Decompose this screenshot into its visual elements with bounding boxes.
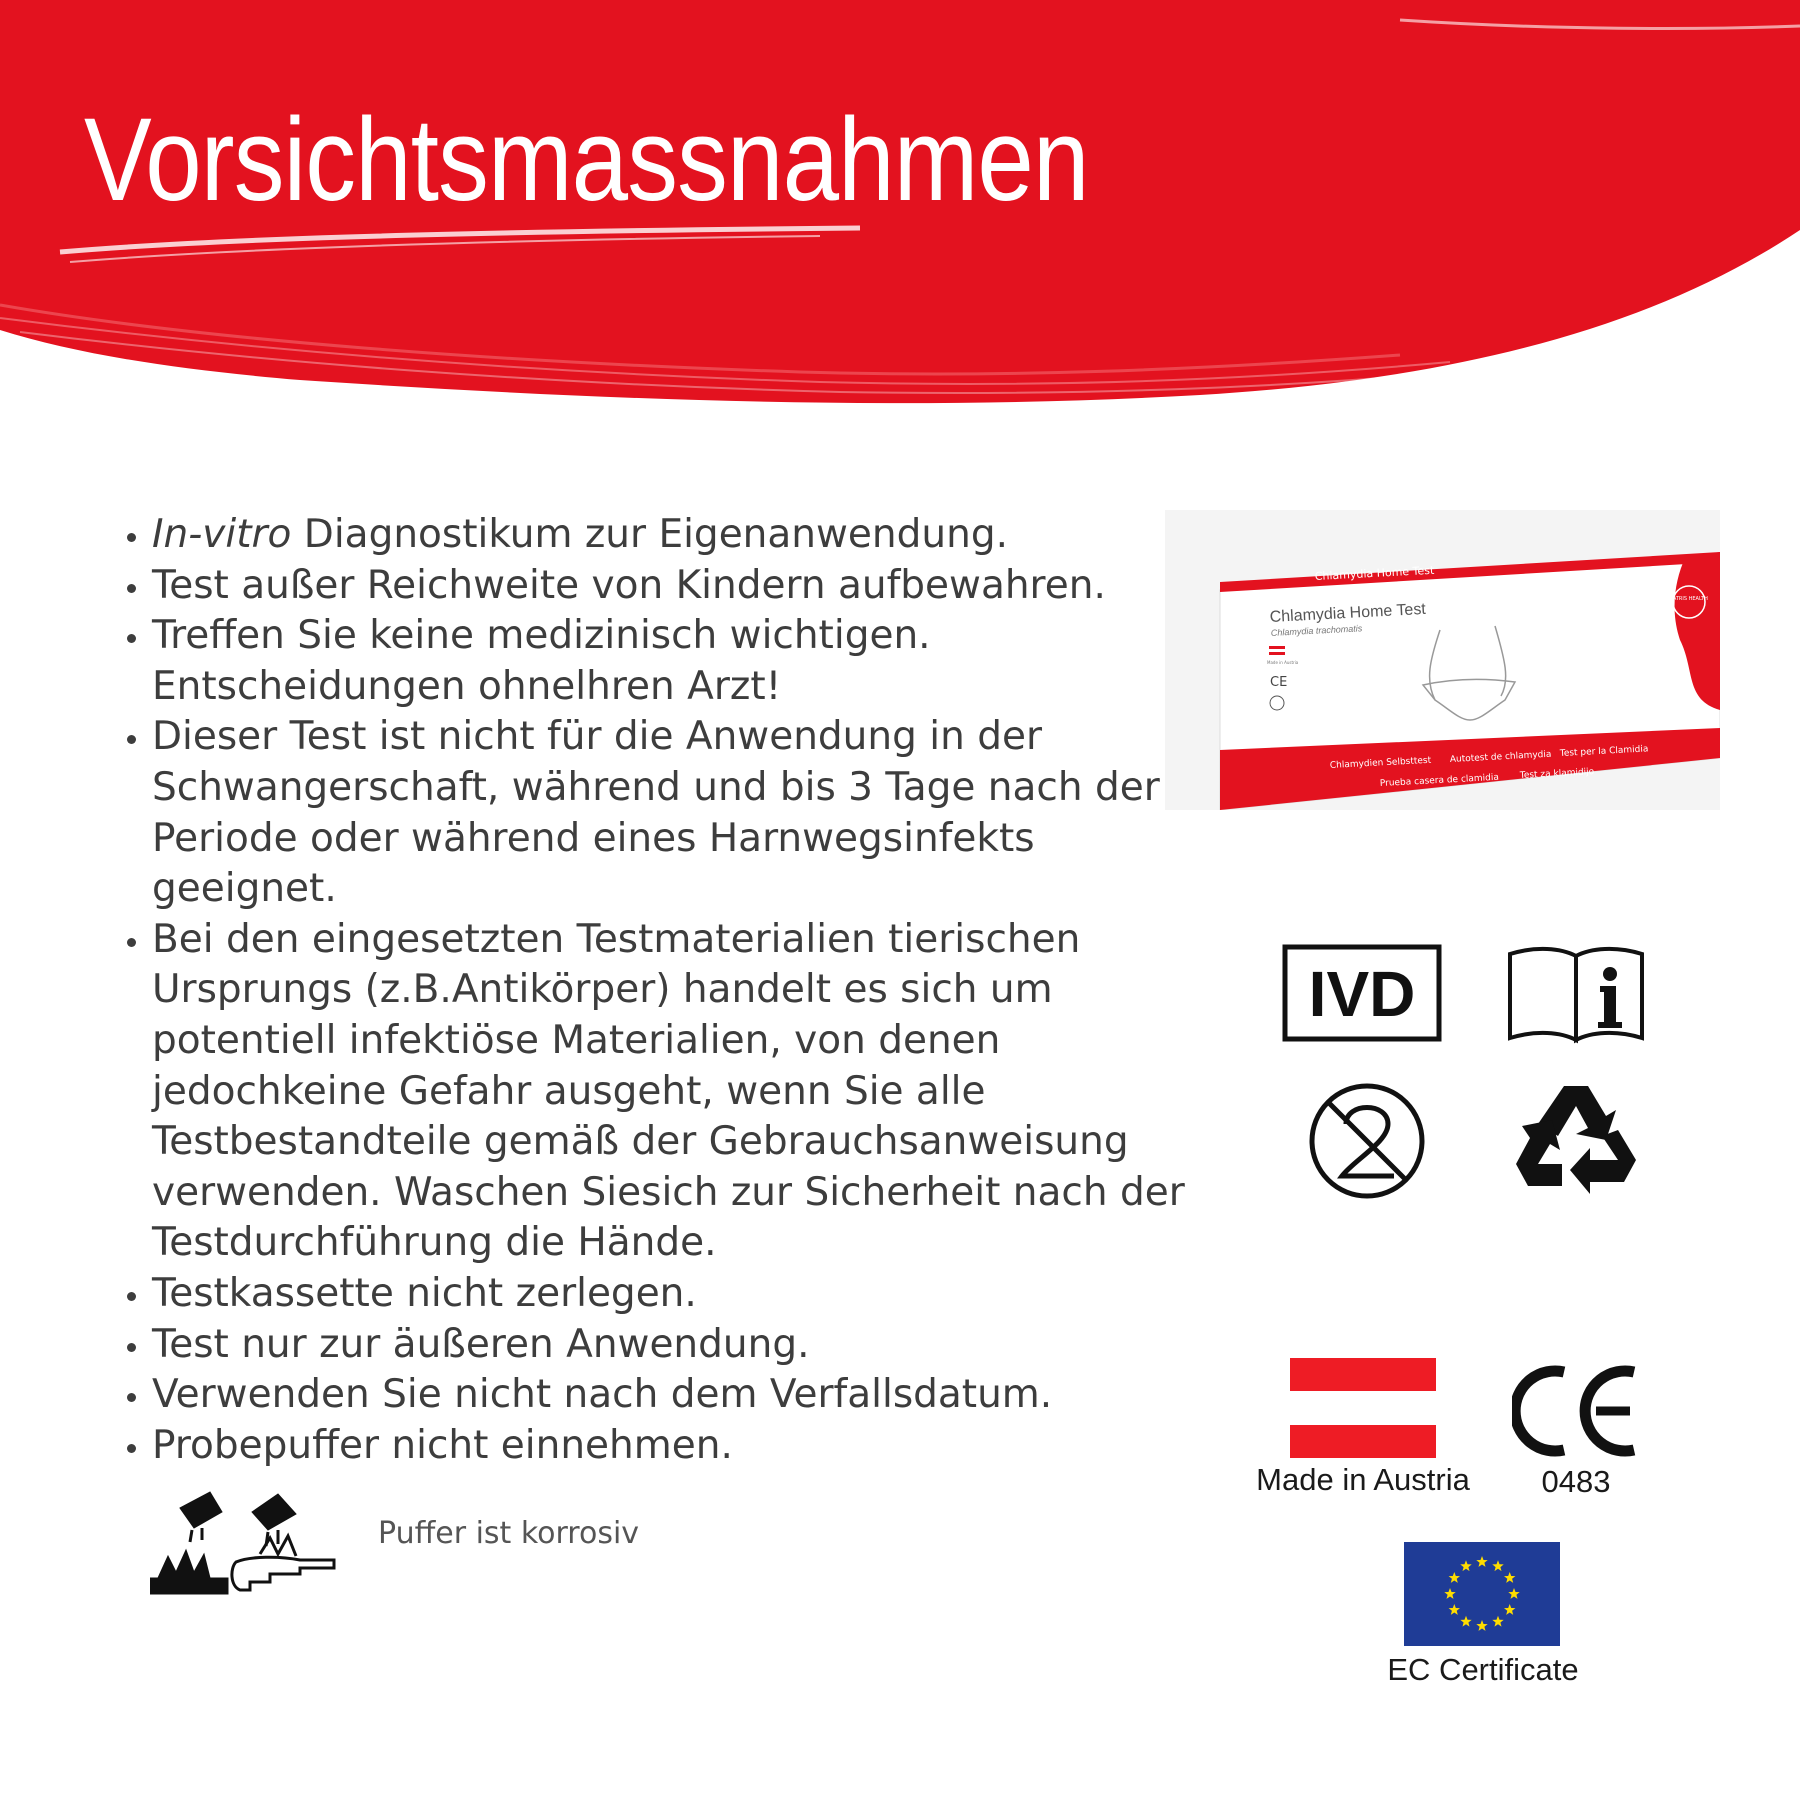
list-item: • Verwenden Sie nicht nach dem Verfallsdatum. — [152, 1370, 1212, 1421]
ec-certificate-label: EC Certificate — [1387, 1652, 1579, 1687]
list-item: • Dieser Test ist nicht für die Anwendung in der Schwangerschaft, während und bis 3 Tage nach der Periode oder während eines Harnwegsinfekts geeignet. — [152, 712, 1212, 914]
list-item: • Bei den eingesetzten Testmaterialien tierischen Ursprungs (z.B.Antikörper) handelt es sich um potentiell infektiöse Materialien, von denen jedochkeine Gefahr ausgeht, wenn Sie alle Testbestandteile gemäß der Gebrauchsanweisung verwenden. Waschen Siesich zur Sicherheit nach der Testdurchführung die Hände. — [152, 915, 1212, 1269]
list-item — [152, 510, 1212, 561]
box-made-in: Made in Austria — [1267, 660, 1299, 665]
box-latin: Chlamydia trachomatis — [1270, 623, 1363, 638]
recycle-icon — [1514, 1082, 1638, 1196]
do-not-reuse-icon — [1306, 1080, 1428, 1202]
list-item-text: Diagnostikum zur Eigenanwendung. — [291, 512, 1008, 557]
box-name: Chlamydia Home Test — [1269, 600, 1427, 626]
consult-instructions-icon — [1506, 942, 1646, 1044]
eu-flag-icon — [1404, 1542, 1560, 1646]
corrosive-icon — [150, 1490, 336, 1596]
brand-logo: PATRIS HEALTH — [1670, 596, 1708, 602]
list-item: • Probepuffer nicht einnehmen. — [152, 1421, 1212, 1472]
notified-body-number: 0483 — [1541, 1464, 1611, 1499]
box-bottom-text-4: Prueba casera de clamidia — [1379, 772, 1500, 789]
corrosive-label: Puffer ist korrosiv — [378, 1516, 640, 1551]
list-item: • Test nur zur äußeren Anwendung. — [152, 1320, 1212, 1371]
box-top-title: Chlamydia Home Test — [1314, 563, 1435, 583]
precaution-list — [92, 510, 1212, 1471]
box-bottom-text-3: Test per la Clamidia — [1559, 744, 1649, 759]
ivd-label: IVD — [1308, 958, 1416, 1030]
box-bottom-text-1: Chlamydien Selbsttest — [1329, 755, 1432, 771]
list-item: • Test außer Reichweite von Kindern aufbewahren. — [152, 561, 1212, 612]
list-item-emphasis: In-vitro — [152, 512, 292, 557]
box-ce-mark: CE — [1270, 675, 1288, 690]
list-item: • Testkassette nicht zerlegen. — [152, 1269, 1212, 1320]
page-title: Vorsichtsmassnahmen — [84, 94, 1089, 226]
product-box-image — [1165, 510, 1720, 810]
header-banner — [0, 0, 1800, 460]
made-in-label: Made in Austria — [1256, 1462, 1470, 1497]
box-bottom-text-5: Test za klamidijo — [1519, 767, 1595, 781]
box-bottom-text-2: Autotest de chlamydia — [1449, 749, 1552, 765]
list-item: • Treffen Sie keine medizinisch wichtigen. Entscheidungen ohnelhren Arzt! — [152, 611, 952, 712]
austria-flag-icon — [1290, 1358, 1436, 1458]
ivd-icon — [1282, 944, 1442, 1042]
ce-mark-icon — [1512, 1364, 1638, 1458]
